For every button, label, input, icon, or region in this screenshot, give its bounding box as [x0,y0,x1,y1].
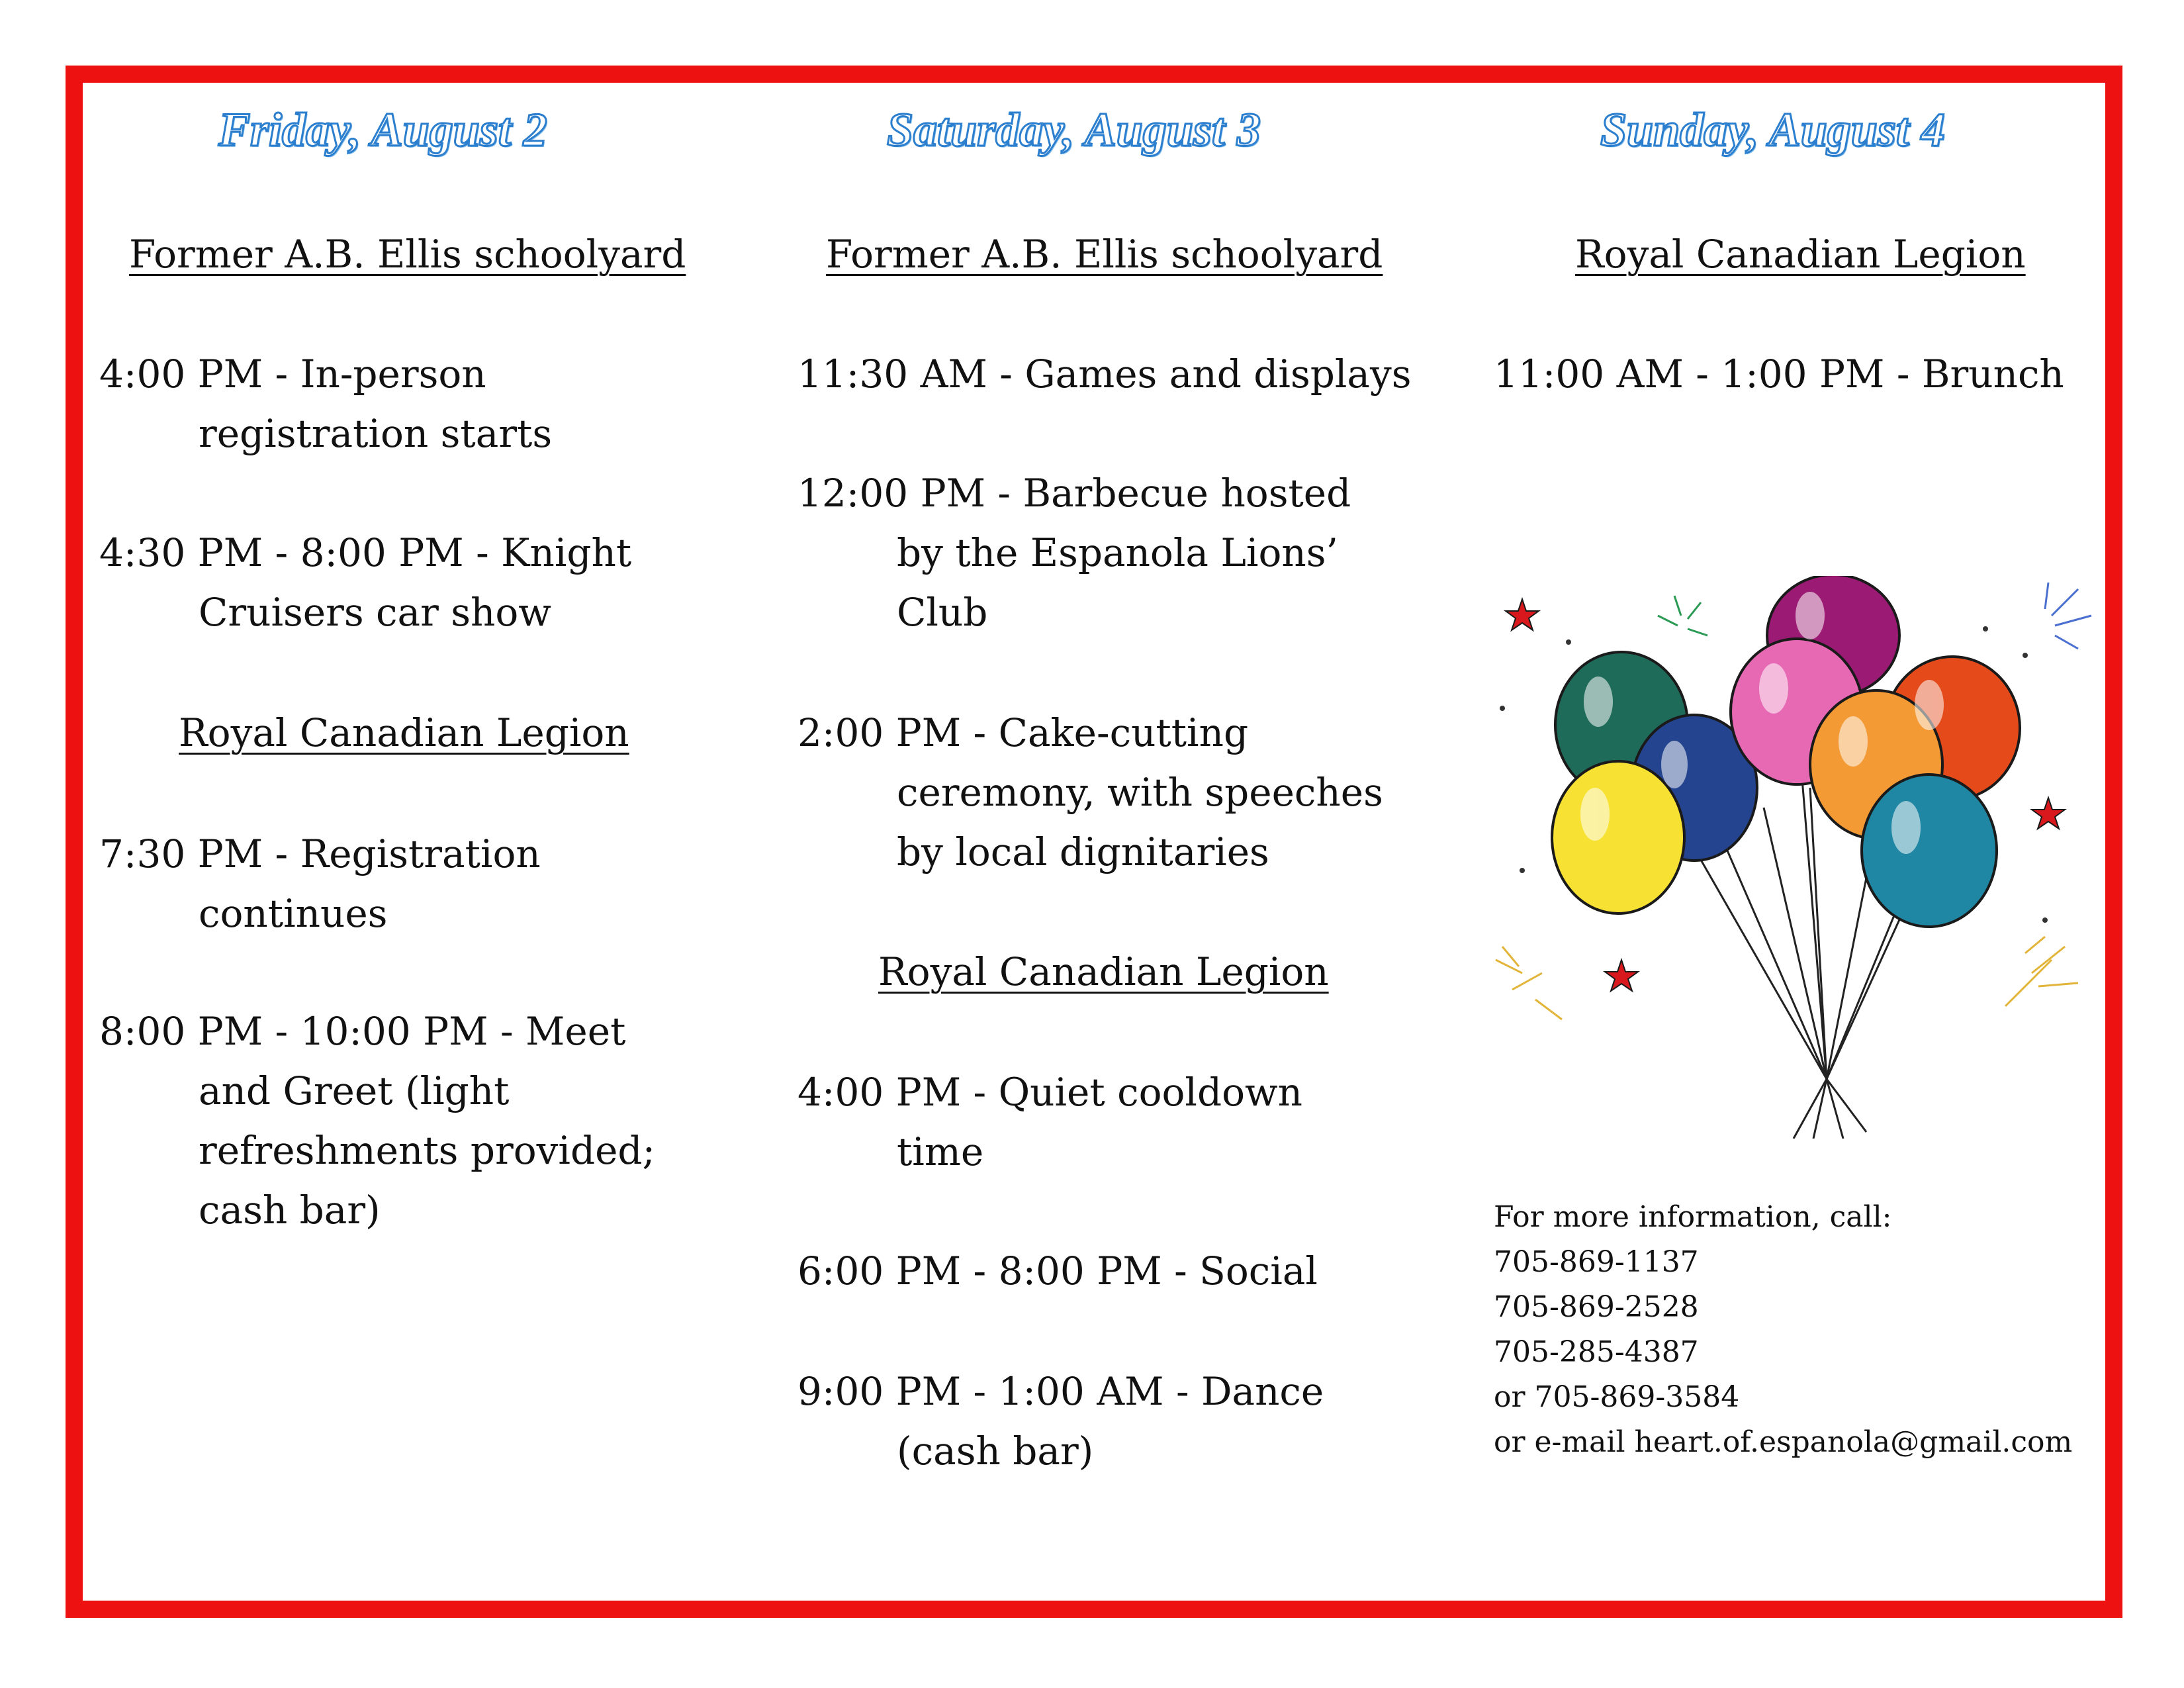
contact-phone-1: 705-869-1137 [1494,1245,1699,1279]
sunday-venue-legion: Royal Canadian Legion [1575,232,2026,277]
saturday-event-cake-cutting: 2:00 PM - Cake-cutting ceremony, with speeches by local dignitaries [797,710,1383,874]
saturday-venue-legion: Royal Canadian Legion [878,949,1329,994]
contact-phone-2: 705-869-2528 [1494,1290,1699,1324]
sunday-heading: Sunday, August 4 [1600,103,1945,156]
saturday-event-games: 11:30 AM - Games and displays [797,352,1412,397]
contact-intro: For more information, call: [1494,1200,1892,1234]
saturday-event-social: 6:00 PM - 8:00 PM - Social [797,1248,1318,1293]
saturday-event-dance: 9:00 PM - 1:00 AM - Dance (cash bar) [797,1369,1324,1474]
friday-event-registration: 4:00 PM - In-person registration starts [99,352,553,456]
contact-email: or e-mail heart.of.espanola@gmail.com [1494,1425,2073,1459]
sunday-event-brunch: 11:00 AM - 1:00 PM - Brunch [1494,352,2064,397]
saturday-event-barbecue: 12:00 PM - Barbecue hosted by the Espanola Lions’ Club [797,471,1351,635]
friday-heading: Friday, August 2 [218,103,547,156]
friday-event-registration-continues: 7:30 PM - Registration continues [99,831,541,936]
friday-event-meet-greet: 8:00 PM - 10:00 PM - Meet and Greet (light refreshments provided; cash bar) [99,1009,656,1233]
friday-venue-legion: Royal Canadian Legion [179,710,629,755]
balloons-illustration [1482,576,2105,1139]
friday-event-car-show: 4:30 PM - 8:00 PM - Knight Cruisers car show [99,530,632,635]
saturday-venue-schoolyard: Former A.B. Ellis schoolyard [826,232,1383,277]
contact-phone-3: 705-285-4387 [1494,1335,1699,1369]
saturday-event-cooldown: 4:00 PM - Quiet cooldown time [797,1070,1303,1174]
contact-phone-4: or 705-869-3584 [1494,1380,1740,1414]
saturday-heading: Saturday, August 3 [887,103,1261,156]
friday-venue-schoolyard: Former A.B. Ellis schoolyard [129,232,686,277]
contact-info [1494,1195,2072,1465]
